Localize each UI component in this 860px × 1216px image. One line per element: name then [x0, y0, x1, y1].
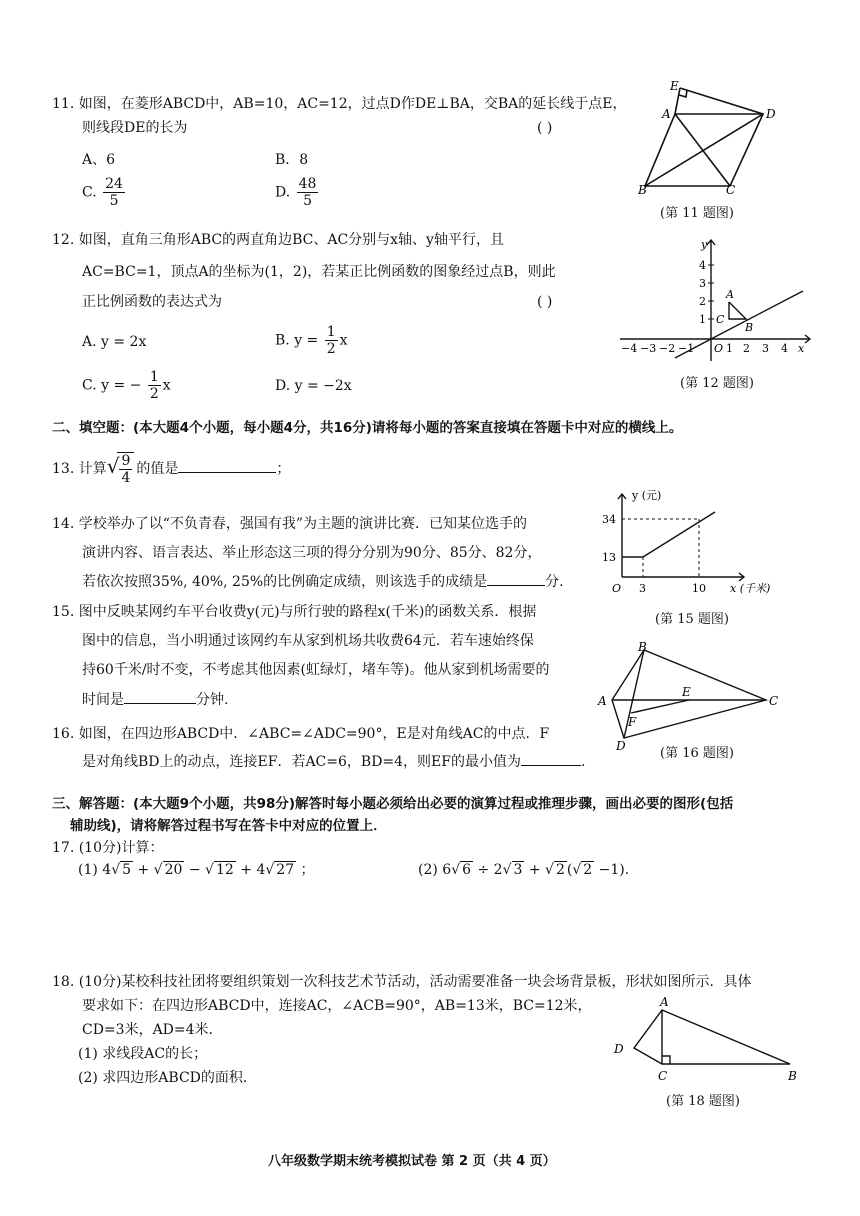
- svg-text:−1: −1: [678, 342, 695, 355]
- svg-text:−4: −4: [621, 342, 638, 355]
- q11-stem-line1: 11. 如图，在菱形ABCD中，AB=10，AC=12，过点D作DE⊥BA，交BA的延长线于点E，: [52, 96, 627, 112]
- q17-part1: (1) 4√ 5 + √ 20 − √ 12 + 4√ 27 ；: [78, 862, 315, 878]
- q16-quadrilateral-figure: [592, 638, 788, 756]
- svg-text:10: 10: [692, 582, 706, 594]
- svg-text:B: B: [745, 321, 754, 334]
- q15-fare-graph: [598, 482, 808, 594]
- q12-option-b: B. y = $\frac{1}{2}$ x: [275, 324, 348, 357]
- q11-label-d: D: [766, 107, 776, 121]
- q17-part2: (2) 6√ 6 ÷ 2√ 3 + √ 2 (√ 2 −1).: [418, 862, 630, 878]
- q13-stem: 13. 计算√ $\frac{9}{4}$ 的值是 ；: [52, 453, 291, 486]
- svg-text:3: 3: [699, 277, 706, 290]
- svg-text:A: A: [726, 288, 734, 301]
- q12-option-d: D. y = −2x: [275, 378, 352, 394]
- q17-heading: 17. (10分)计算：: [52, 840, 164, 856]
- section3-heading-line2: 辅助线)，请将解答过程书写在答卡中对应的位置上．: [70, 818, 387, 834]
- q15-figure-caption: (第 15 题图): [655, 612, 729, 627]
- svg-text:2: 2: [743, 342, 750, 355]
- svg-text:1: 1: [726, 342, 733, 355]
- q11-stem-line2: 则线段DE的长为: [82, 120, 188, 136]
- q12-option-c: C. y = − $\frac{1}{2}$ x: [82, 369, 171, 402]
- q11-answer-paren: ( ): [537, 120, 553, 136]
- svg-text:O: O: [612, 582, 622, 594]
- svg-text:−2: −2: [659, 342, 676, 355]
- q16-figure-caption: (第 16 题图): [660, 746, 734, 761]
- section2-heading: 二、填空题：(本大题4个小题，每小题4分，共16分)请将每小题的答案直接填在答题卡中对应的横线上。: [52, 420, 683, 436]
- q12-option-a: A. y = 2x: [82, 334, 147, 350]
- q18-line2: 要求如下：在四边形ABCD中，连接AC，∠ACB=90°，AB=13米，BC=12米，: [82, 998, 592, 1014]
- svg-text:1: 1: [699, 313, 706, 326]
- svg-text:34: 34: [602, 513, 616, 526]
- q18-quadrilateral-figure: [604, 992, 804, 1088]
- q15-line2: 图中的信息，当小明通过该网约车从家到机场共收费64元．若车速始终保: [82, 633, 534, 649]
- svg-text:A: A: [598, 694, 607, 708]
- svg-text:C: C: [658, 1069, 668, 1083]
- svg-text:A: A: [660, 995, 669, 1009]
- svg-text:x (千米): x (千米): [730, 582, 771, 594]
- svg-text:−3: −3: [640, 342, 657, 355]
- q11-figure-caption: (第 11 题图): [660, 206, 734, 221]
- q14-line3: 若依次按照35%, 40%, 25%的比例确定成绩，则该选手的成绩是 分.: [82, 574, 564, 590]
- svg-text:F: F: [628, 715, 637, 729]
- q18-line3: CD=3米，AD=4米．: [82, 1022, 223, 1038]
- q18-part1: (1) 求线段AC的长；: [78, 1046, 208, 1062]
- q16-line2: 是对角线BD上的动点，连接EF．若AC=6，BD=4，则EF的最小值为 .: [82, 754, 586, 770]
- svg-text:C: C: [716, 313, 725, 326]
- q11-label-e: E: [670, 79, 679, 93]
- q18-part2: (2) 求四边形ABCD的面积．: [78, 1070, 257, 1086]
- svg-text:C: C: [769, 694, 779, 708]
- q14-line1: 14. 学校举办了以“不负青春，强国有我”为主题的演讲比赛．已知某位选手的: [52, 516, 528, 532]
- q11-option-c: C. $\frac{24}{5}$: [82, 176, 123, 209]
- q18-line1: 18. (10分)某校科技社团将要组织策划一次科技艺术节活动，活动需要准备一块会场背景板，形状如图所示．具体: [52, 974, 752, 990]
- section3-heading-line1: 三、解答题：(本大题9个小题，共98分)解答时每小题必须给出必要的演算过程或推理步骤，画出必要的图形(包括: [52, 796, 734, 812]
- q11-rhombus-figure: [630, 78, 780, 196]
- svg-text:D: D: [614, 1042, 624, 1056]
- svg-text:13: 13: [602, 551, 616, 564]
- svg-text:B: B: [638, 640, 647, 654]
- q18-figure-caption: (第 18 题图): [666, 1094, 740, 1109]
- q11-label-a: A: [662, 107, 671, 121]
- svg-text:x: x: [798, 342, 805, 355]
- q15-line1: 15. 图中反映某网约车平台收费y(元)与所行驶的路程x(千米)的函数关系．根据: [52, 604, 537, 620]
- page-footer: 八年级数学期末统考模拟试卷 第 2 页（共 4 页）: [268, 1154, 556, 1169]
- q11-label-c: C: [726, 183, 736, 196]
- q11-option-d: D. $\frac{48}{5}$: [275, 176, 317, 209]
- svg-text:y: y: [701, 238, 708, 251]
- q12-stem-line2: AC=BC=1，顶点A的坐标为(1，2)，若某正比例函数的图象经过点B，则此: [82, 264, 556, 280]
- q12-stem-line1: 12. 如图，直角三角形ABC的两直角边BC、AC分别与x轴、y轴平行，且: [52, 232, 504, 248]
- q16-line1: 16. 如图，在四边形ABCD中．∠ABC=∠ADC=90°，E是对角线AC的中点．F: [52, 726, 550, 742]
- svg-text:3: 3: [762, 342, 769, 355]
- svg-text:3: 3: [639, 582, 646, 594]
- svg-text:y (元): y (元): [632, 489, 662, 502]
- svg-text:E: E: [682, 685, 691, 699]
- q12-figure-caption: (第 12 题图): [680, 376, 754, 391]
- q15-line4: 时间是 分钟.: [82, 692, 229, 708]
- svg-text:B: B: [788, 1069, 797, 1083]
- q15-line3: 持60千米/时不变，不考虑其他因素(虹绿灯，堵车等)。他从家到机场需要的: [82, 662, 550, 678]
- q14-line2: 演讲内容、语言表达、举止形态这三项的得分分别为90分、85分、82分，: [82, 545, 542, 561]
- svg-text:O: O: [714, 342, 724, 355]
- q12-stem-line3: 正比例函数的表达式为: [82, 294, 222, 310]
- svg-text:4: 4: [699, 259, 706, 272]
- svg-text:2: 2: [699, 295, 706, 308]
- q11-option-b: B．8: [275, 152, 309, 168]
- svg-text:4: 4: [781, 342, 788, 355]
- svg-text:D: D: [616, 739, 626, 753]
- q12-answer-paren: ( ): [537, 294, 553, 310]
- q12-coordinate-figure: [615, 236, 815, 366]
- q11-label-b: B: [638, 183, 647, 196]
- q11-option-a: A、6: [82, 152, 116, 168]
